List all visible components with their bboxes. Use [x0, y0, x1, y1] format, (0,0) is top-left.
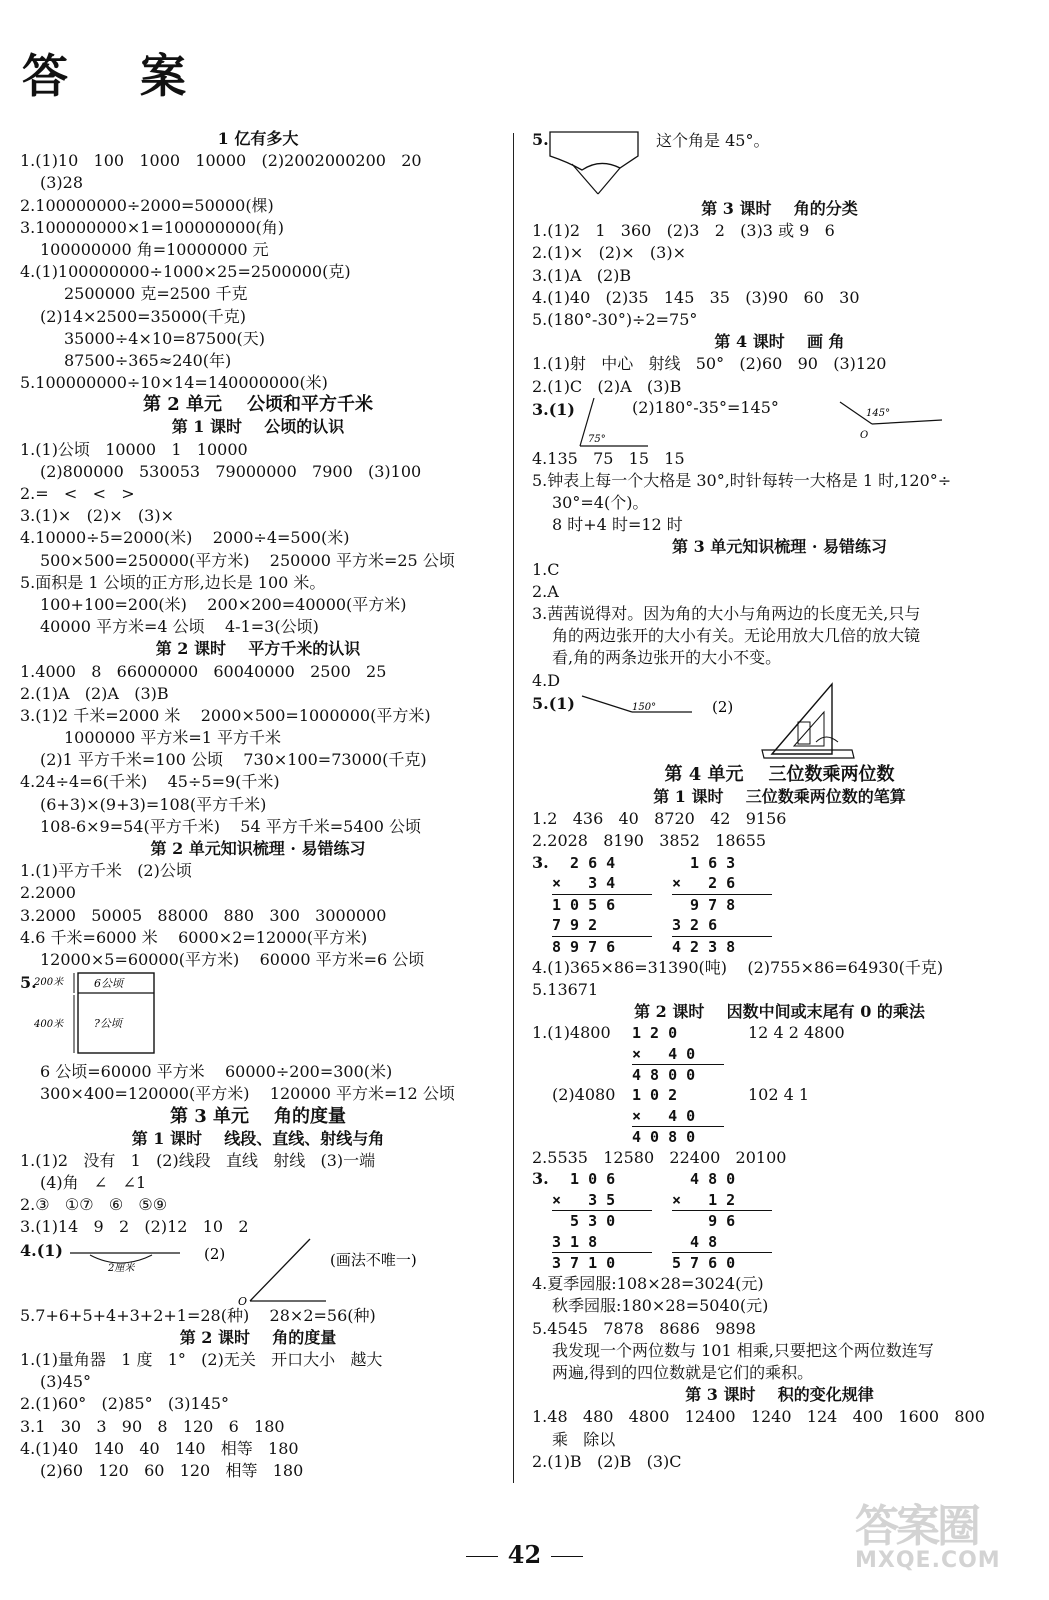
answer-line: 2.5535 12580 22400 20100 — [532, 1148, 787, 1168]
answer-text: (2)180°-35°=145° — [632, 397, 779, 417]
mul-row: × 3 5 — [552, 1190, 652, 1212]
answer-line: 2.(1)B (2)B (3)C — [532, 1451, 682, 1471]
lesson-heading: 第 2 单元知识梳理 · 易错练习 — [150, 839, 366, 858]
answer-line: 100000000 角=10000000 元 — [40, 239, 269, 259]
answer-line: (2)1 平方千米=100 公顷 730×100=73000(千克) — [40, 750, 427, 770]
vertex-label: O — [238, 1294, 248, 1308]
answer-line: 87500÷365≈240(年) — [64, 350, 232, 370]
figure-draw — [532, 398, 1027, 448]
lesson-heading: 第 1 课时 三位数乘两位数的笔算 — [653, 786, 906, 806]
item-label: 4.(1) — [20, 1240, 63, 1260]
answer-line: (2)800000 530053 79000000 7900 (3)100 — [40, 461, 422, 481]
mul-row: × 4 0 — [632, 1106, 724, 1128]
length-label-200: 200米 — [34, 977, 64, 989]
answer-text: 这个角是 45°。 — [656, 131, 770, 150]
answer-line: 6 公顷=60000 平方米 60000÷200=300(米) — [40, 1062, 393, 1082]
mul-row: 5 7 6 0 — [672, 1254, 736, 1273]
answer-line: 4.135 75 15 15 — [532, 448, 685, 468]
answer-text: (2)4080 — [552, 1085, 616, 1105]
vertical-multiplication-a — [632, 1023, 724, 1086]
set-square-drawings — [532, 692, 1002, 764]
lesson-heading: 第 1 课时 线段、直线、射线与角 — [131, 1128, 385, 1148]
mul-row: × 2 6 — [672, 873, 772, 895]
answer-line: 2.③ ①⑦ ⑥ ⑤⑨ — [20, 1195, 168, 1215]
figure-tri — [532, 692, 1027, 764]
item-label: 5.(1) — [532, 693, 575, 713]
folded-paper-angle — [548, 128, 648, 198]
answer-line: 1.(1)10 100 1000 10000 (2)2002000200 20 — [20, 151, 422, 171]
answer-line: 看,角的两条边张开的大小不变。 — [552, 648, 782, 668]
lesson-heading: 第 4 课时 画 角 — [714, 332, 845, 352]
answer-line: 1000000 平方米=1 平方千米 — [64, 728, 282, 748]
angle-label-75: 75° — [588, 433, 606, 445]
answer-line: 3.1 30 3 90 8 120 6 180 — [20, 1416, 285, 1436]
mul-row: 8 9 7 6 — [552, 937, 616, 956]
answer-line: (3)45° — [40, 1372, 92, 1392]
line-drawings — [20, 1239, 490, 1308]
mul-row: × 3 4 — [552, 873, 652, 895]
mul-row: 3 2 6 — [672, 915, 772, 937]
answer-line: 2.2028 8190 3852 18655 — [532, 831, 767, 851]
lesson-heading: 第 3 课时 角的分类 — [701, 199, 858, 218]
answer-line: (6+3)×(9+3)=108(平方千米) — [40, 794, 267, 814]
answer-line: 12000×5=60000(平方米) 60000 平方米=6 公顷 — [40, 949, 425, 969]
figure-mul1 — [532, 853, 1027, 957]
watermark-logo — [855, 1490, 1035, 1590]
mul-row: 1 2 0 — [632, 1024, 678, 1043]
answer-line: (2)60 120 60 120 相等 180 — [40, 1460, 304, 1480]
vertical-multiplication-b — [672, 853, 772, 958]
answer-line: 1.(1)2 1 360 (2)3 2 (3)3 或 9 6 — [532, 221, 835, 241]
mul-row: 2 6 4 — [552, 853, 616, 872]
unit-heading: 第 3 单元 角的度量 — [169, 1105, 347, 1127]
item-number: 3. — [532, 1169, 549, 1189]
answer-line: 4.6 千米=6000 米 6000×2=12000(平方米) — [20, 927, 368, 947]
vertical-multiplication-a — [552, 853, 652, 958]
unit-heading: 第 2 单元 公顷和平方千米 — [142, 394, 374, 416]
vertex-label: O — [860, 429, 869, 441]
answer-line: 2.(1)× (2)× (3)× — [532, 243, 686, 263]
vertical-multiplication-a — [552, 1169, 652, 1274]
figure-fold — [532, 128, 1027, 198]
answer-line: 5.100000000÷10×14=140000000(米) — [20, 373, 328, 393]
answer-line: 4.D — [532, 670, 561, 690]
answer-line: (4)角 ∠ ∠1 — [40, 1173, 147, 1193]
figure-rect — [20, 971, 496, 1061]
answer-line: 2.(1)60° (2)85° (3)145° — [20, 1394, 230, 1414]
answer-line: 3.茜茜说得对。因为角的大小与角两边的长度无关,只与 — [532, 604, 921, 623]
answer-line: 300×400=120000(平方米) 120000 平方米=12 公顷 — [40, 1084, 455, 1104]
answer-line: 1.(1)平方千米 (2)公顷 — [20, 861, 192, 881]
answer-line: 乘 除以 — [552, 1429, 616, 1449]
answer-line: 角的两边张开的大小有关。无论用放大几倍的放大镜 — [552, 626, 921, 646]
lesson-heading: 第 3 课时 积的变化规律 — [685, 1385, 874, 1405]
answer-line: 1.(1)射 中心 射线 50° (2)60 90 (3)120 — [532, 354, 887, 374]
mul-row: 7 9 2 — [552, 915, 652, 937]
answer-line: 2.2000 — [20, 883, 76, 903]
column-divider — [513, 133, 514, 1483]
answer-line: 30°=4(个)。 — [552, 493, 649, 513]
answer-text: 1.(1)4800 — [532, 1023, 611, 1043]
mul-row: 1 6 3 — [672, 853, 736, 872]
length-label-400: 400米 — [34, 1019, 64, 1031]
fold-line-2 — [598, 168, 620, 194]
vertical-multiplication-b — [632, 1085, 724, 1148]
mul-row: 4 8 0 — [672, 1170, 736, 1189]
lesson-heading: 第 2 课时 因数中间或末尾有 0 的乘法 — [634, 1001, 925, 1021]
page-title: 答 案 — [22, 49, 215, 103]
answer-line: 5.7+6+5+4+3+2+1=28(种) 28×2=56(种) — [20, 1305, 376, 1325]
answer-line: 3.100000000×1=100000000(角) — [20, 217, 284, 237]
ray-150-a — [582, 696, 632, 712]
item-label-2: (2) — [204, 1244, 226, 1263]
answer-line: 500×500=250000(平方米) 250000 平方米=25 公顷 — [40, 550, 455, 570]
mul-row: 4 2 3 8 — [672, 937, 736, 956]
answer-line: 3.(1)A (2)B — [532, 265, 632, 285]
lesson-heading: 第 3 单元知识梳理 · 易错练习 — [672, 537, 887, 557]
answer-line: 2.100000000÷2000=50000(棵) — [20, 195, 274, 215]
angle-label-145: 145° — [866, 407, 891, 419]
paper-shape — [550, 132, 638, 170]
mul-row: 1 0 6 — [552, 1170, 616, 1189]
answer-line: 5.4545 7878 8686 9898 — [532, 1318, 756, 1338]
note-text: (画法不唯一) — [330, 1250, 417, 1269]
answer-line: 2.A — [532, 581, 559, 601]
answer-line: 两遍,得到的四位数就是它们的乘积。 — [552, 1363, 814, 1382]
mul-row: 1 0 2 — [632, 1086, 678, 1105]
mul-row: 1 0 5 6 — [552, 895, 616, 914]
answer-line: 35000÷4×10=87500(天) — [64, 328, 266, 348]
lesson-heading: 第 2 课时 平方千米的认识 — [155, 639, 361, 659]
item-label-2: (2) — [712, 697, 734, 716]
answer-line: (2)14×2500=35000(千克) — [40, 306, 246, 326]
answer-line: 108-6×9=54(平方千米) 54 平方千米=5400 公顷 — [40, 816, 421, 836]
segment-length-label: 2厘米 — [108, 1262, 135, 1274]
small-rect — [798, 722, 810, 744]
answer-line: 1.(1)2 没有 1 (2)线段 直线 射线 (3)一端 — [20, 1150, 376, 1170]
watermark-bottom: MXQE.COM — [855, 1548, 1001, 1573]
mul-row: 5 3 0 — [552, 1212, 616, 1231]
angle-label-150: 150° — [632, 701, 657, 713]
unit-heading: 第 4 单元 三位数乘两位数 — [664, 763, 895, 785]
item-number: 5. — [20, 973, 37, 993]
mul-row: 4 0 8 0 — [632, 1128, 696, 1147]
area-rectangle-diagram — [34, 969, 194, 1057]
answer-line: 3.(1)2 千米=2000 米 2000×500=1000000(平方米) — [20, 705, 431, 725]
answer-line: 4.(1)365×86=31390(吨) (2)755×86=64930(千克) — [532, 957, 944, 977]
figure-lines — [20, 1239, 496, 1308]
answer-column-right — [532, 128, 1027, 1473]
item-label: 3.(1) — [532, 399, 575, 419]
answer-line: 2.= < < > — [20, 484, 135, 503]
mul-row: 9 6 — [672, 1212, 736, 1231]
item-number: 5. — [532, 130, 549, 149]
arc-mark — [816, 737, 838, 742]
mul-row: 4 8 0 0 — [632, 1066, 696, 1085]
answer-line: 5.13671 — [532, 979, 599, 999]
answer-line: 4.24÷4=6(千米) 45÷5=9(千米) — [20, 772, 280, 792]
answer-line: 100+100=200(米) 200×200=40000(平方米) — [40, 594, 407, 614]
answer-line: 3.(1)14 9 2 (2)12 10 2 — [20, 1217, 249, 1237]
cell-label-unknown: ?公顷 — [94, 1017, 122, 1031]
figure-mul2 — [532, 1023, 1027, 1147]
answer-line: 5.(180°-30°)÷2=75° — [532, 309, 698, 329]
cell-label-6: 6公顷 — [94, 977, 123, 991]
answer-line: 1.(1)公顷 10000 1 10000 — [20, 439, 248, 459]
answer-text: 102 4 1 — [748, 1085, 810, 1105]
answer-line: (3)28 — [40, 173, 84, 193]
answer-line: 5.钟表上每一个大格是 30°,时针每转一大格是 1 时,120°÷ — [532, 470, 952, 490]
answer-line: 秋季园服:180×28=5040(元) — [552, 1296, 769, 1316]
answer-line: 4.(1)100000000÷1000×25=2500000(克) — [20, 262, 351, 282]
answer-line: 1.(1)量角器 1 度 1° (2)无关 开口大小 越大 — [20, 1350, 383, 1369]
vertical-multiplication-b — [672, 1169, 772, 1274]
mul-row: 9 7 8 — [672, 895, 736, 914]
mul-row: 4 8 — [672, 1232, 772, 1254]
lesson-heading: 第 1 课时 公顷的认识 — [171, 417, 345, 437]
lesson-heading: 第 2 课时 角的度量 — [179, 1327, 337, 1347]
answer-line: 2.(1)A (2)A (3)B — [20, 683, 169, 703]
answer-line: 4.10000÷5=2000(米) 2000÷4=500(米) — [20, 528, 350, 548]
answer-column-left — [20, 128, 496, 1482]
answer-line: 2500000 克=2500 千克 — [64, 284, 248, 304]
answer-line: 4.(1)40 140 40 140 相等 180 — [20, 1438, 299, 1458]
answer-line: 我发现一个两位数与 101 相乘,只要把这个两位数连写 — [552, 1340, 934, 1360]
answer-line: 4.(1)40 (2)35 145 35 (3)90 60 30 — [532, 287, 860, 307]
answer-line: 1.4000 8 66000000 60040000 2500 25 — [20, 661, 387, 681]
item-number: 3. — [532, 852, 549, 872]
answer-line: 3.2000 50005 88000 880 300 3000000 — [20, 905, 387, 925]
answer-line: 2.(1)C (2)A (3)B — [532, 376, 682, 396]
mul-row: × 4 0 — [632, 1044, 724, 1066]
answer-line: 8 时+4 时=12 时 — [552, 515, 683, 535]
answer-line: 1.2 436 40 8720 42 9156 — [532, 809, 787, 829]
lesson-heading: 1 亿有多大 — [217, 129, 299, 148]
answer-line: 1.C — [532, 559, 560, 579]
mul-row: 3 7 1 0 — [552, 1254, 616, 1273]
ray-145-b — [872, 420, 942, 424]
figure-mul3 — [532, 1169, 1027, 1273]
answer-line: 1.48 480 4800 12400 1240 124 400 1600 800 — [532, 1407, 985, 1427]
answer-line: 5.面积是 1 公顷的正方形,边长是 100 米。 — [20, 572, 326, 592]
answer-line: 40000 平方米=4 公顷 4-1=3(公顷) — [40, 617, 319, 637]
watermark-top: 答案圈 — [855, 1501, 978, 1552]
answer-line: 3.(1)× (2)× (3)× — [20, 506, 174, 526]
page-number-text: 42 — [507, 1540, 542, 1569]
brace-curve — [90, 1255, 152, 1263]
answer-line: 4.夏季园服:108×28=3024(元) — [532, 1274, 764, 1294]
angle-ray-1 — [250, 1239, 310, 1301]
mul-row: 3 1 8 — [552, 1232, 652, 1254]
answer-text: 12 4 2 4800 — [748, 1023, 845, 1043]
mul-row: × 1 2 — [672, 1190, 772, 1212]
